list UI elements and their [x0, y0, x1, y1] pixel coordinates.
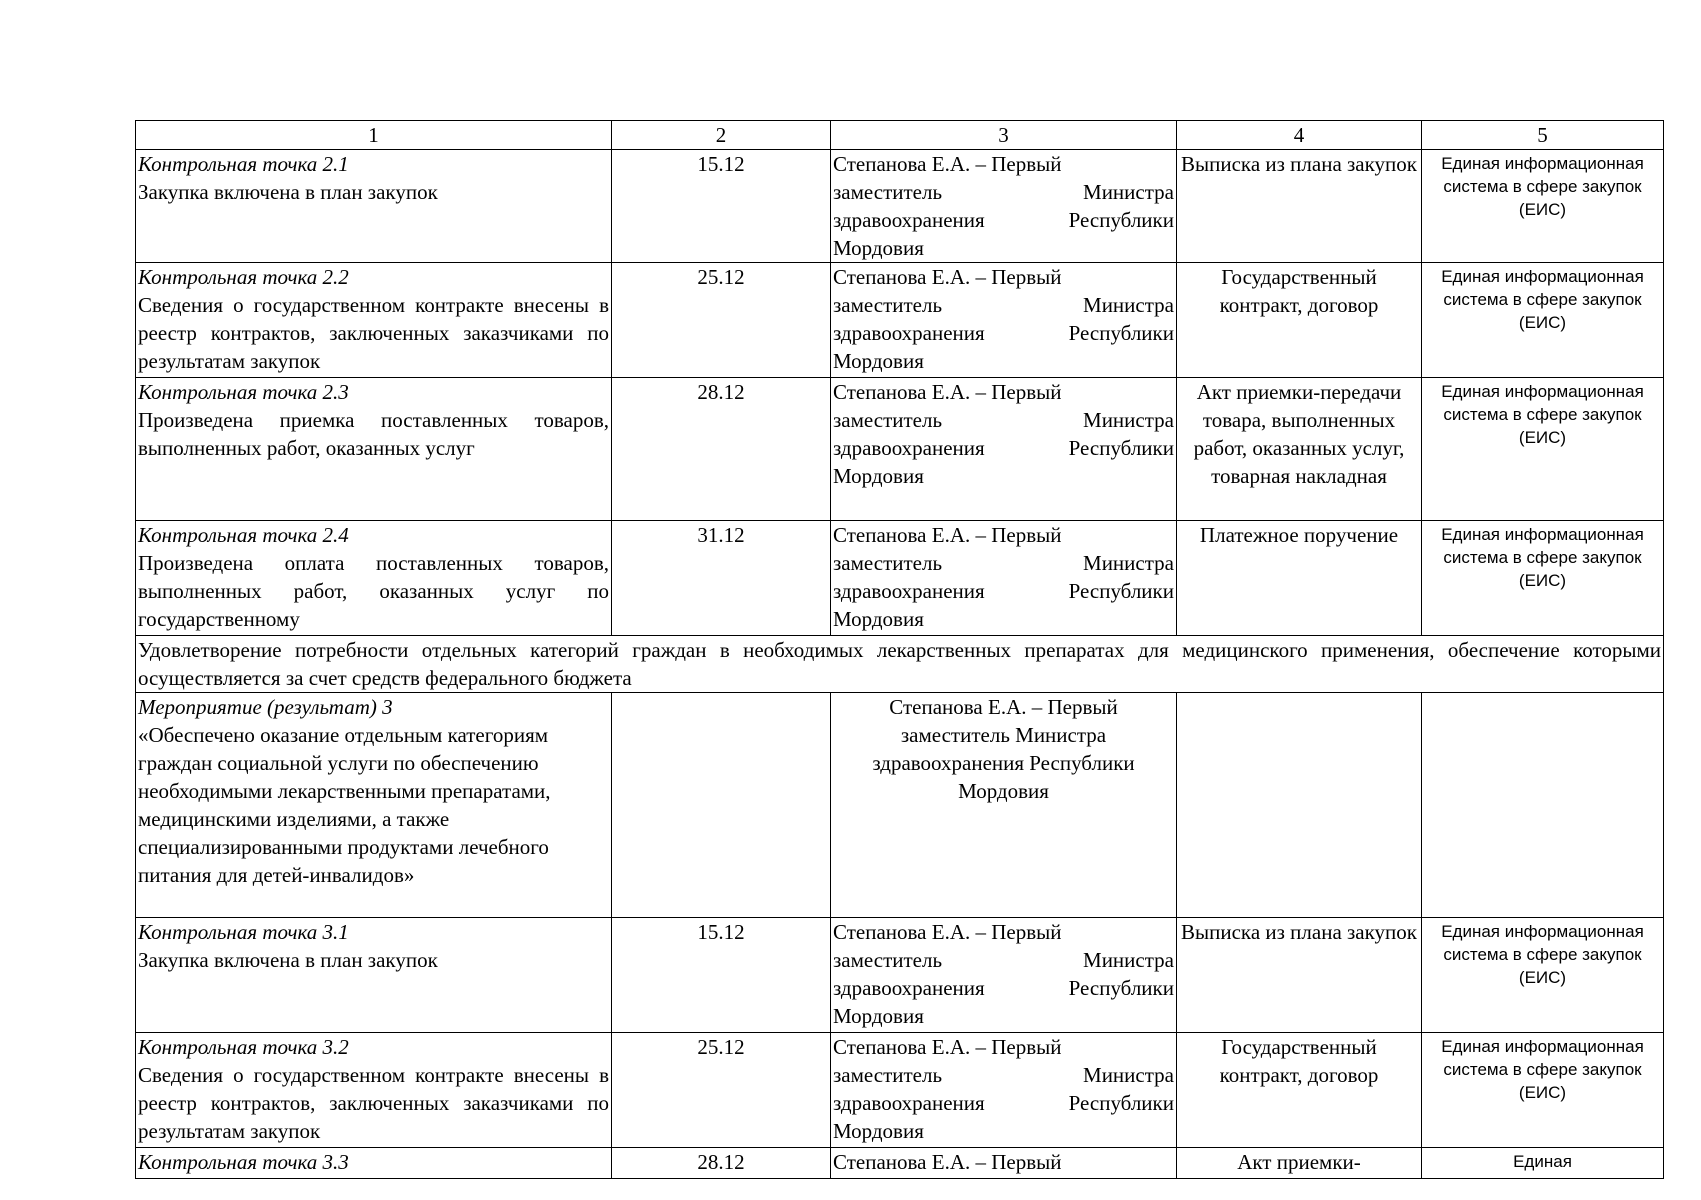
checkpoint-description: Закупка включена в план закупок	[138, 180, 438, 204]
responsible-cell	[831, 521, 1177, 636]
document-page	[135, 120, 1663, 1179]
responsible-position: заместитель Министра здравоохранения Республики Мордовия	[833, 551, 1174, 631]
table-row	[136, 150, 1664, 263]
plan-table	[135, 120, 1664, 1179]
date-cell: 15.12	[612, 918, 831, 1033]
responsible-cell	[831, 918, 1177, 1033]
header-cell-1: 1	[136, 121, 612, 150]
section-title: Удовлетворение потребности отдельных категорий граждан в необходимых лекарственных препаратах для медицинского применения, обеспечение которыми осуществляется за счет средств федерального бюджета	[136, 636, 1664, 693]
table-row	[136, 1148, 1664, 1179]
document-cell: Выписка из плана закупок	[1177, 918, 1422, 1033]
checkpoint-cell	[136, 150, 612, 263]
responsible-position: заместитель Министра здравоохранения Республики Мордовия	[833, 180, 1174, 260]
checkpoint-title: Контрольная точка 2.2	[138, 265, 349, 289]
system-cell: Единая информационная система в сфере закупок (ЕИС)	[1422, 521, 1664, 636]
checkpoint-description: Произведена приемка поставленных товаров, выполненных работ, оказанных услуг	[138, 408, 609, 460]
document-cell: Акт приемки-передачи товара, выполненных работ, оказанных услуг, товарная накладная	[1177, 378, 1422, 521]
system-cell: Единая	[1422, 1148, 1664, 1179]
responsible-position: заместитель Министра здравоохранения Республики Мордовия	[833, 293, 1174, 373]
responsible-position: заместитель Министра здравоохранения Республики Мордовия	[833, 1063, 1174, 1143]
section-row	[136, 636, 1664, 693]
checkpoint-cell	[136, 1148, 612, 1179]
header-cell-3: 3	[831, 121, 1177, 150]
table-row	[136, 378, 1664, 521]
date-cell	[612, 693, 831, 918]
checkpoint-title: Контрольная точка 3.3	[138, 1150, 349, 1174]
header-cell-4: 4	[1177, 121, 1422, 150]
table-row	[136, 521, 1664, 636]
responsible-cell	[831, 1033, 1177, 1148]
responsible-name: Степанова Е.А. – Первый	[833, 920, 1062, 944]
system-cell: Единая информационная система в сфере закупок (ЕИС)	[1422, 150, 1664, 263]
checkpoint-title: Контрольная точка 2.1	[138, 152, 349, 176]
system-cell: Единая информационная система в сфере закупок (ЕИС)	[1422, 1033, 1664, 1148]
header-cell-5: 5	[1422, 121, 1664, 150]
checkpoint-cell	[136, 378, 612, 521]
system-cell: Единая информационная система в сфере закупок (ЕИС)	[1422, 378, 1664, 521]
responsible-name: Степанова Е.А. – Первый	[833, 523, 1062, 547]
date-cell: 25.12	[612, 263, 831, 378]
checkpoint-title: Контрольная точка 2.4	[138, 523, 349, 547]
system-cell: Единая информационная система в сфере закупок (ЕИС)	[1422, 263, 1664, 378]
date-cell: 25.12	[612, 1033, 831, 1148]
checkpoint-cell	[136, 1033, 612, 1148]
responsible-name: Степанова Е.А. – Первый	[833, 380, 1062, 404]
document-cell: Платежное поручение	[1177, 521, 1422, 636]
checkpoint-cell	[136, 918, 612, 1033]
document-cell: Государственный контракт, договор	[1177, 263, 1422, 378]
measure-title: Мероприятие (результат) 3	[138, 695, 393, 719]
responsible-cell	[831, 1148, 1177, 1179]
date-cell: 31.12	[612, 521, 831, 636]
responsible-name: Степанова Е.А. – Первый	[833, 1150, 1062, 1174]
checkpoint-title: Контрольная точка 2.3	[138, 380, 349, 404]
table-row	[136, 918, 1664, 1033]
header-cell-2: 2	[612, 121, 831, 150]
checkpoint-title: Контрольная точка 3.1	[138, 920, 349, 944]
document-cell: Выписка из плана закупок	[1177, 150, 1422, 263]
header-row	[136, 121, 1664, 150]
checkpoint-description: Произведена оплата поставленных товаров, выполненных работ, оказанных услуг по государственному	[138, 551, 609, 631]
document-cell: Государственный контракт, договор	[1177, 1033, 1422, 1148]
responsible-name: Степанова Е.А. – Первый	[833, 152, 1062, 176]
date-cell: 28.12	[612, 1148, 831, 1179]
table-row	[136, 263, 1664, 378]
responsible-cell	[831, 263, 1177, 378]
responsible-position: заместитель Министра здравоохранения Республики Мордовия	[833, 408, 1174, 488]
date-cell: 15.12	[612, 150, 831, 263]
checkpoint-description: Сведения о государственном контракте внесены в реестр контрактов, заключенных заказчиками по результатам закупок	[138, 293, 609, 373]
responsible-name: Степанова Е.А. – Первый	[833, 1035, 1062, 1059]
responsible-cell: Степанова Е.А. – Первый заместитель Министра здравоохранения Республики Мордовия	[831, 693, 1177, 918]
date-cell: 28.12	[612, 378, 831, 521]
checkpoint-description: Закупка включена в план закупок	[138, 948, 438, 972]
responsible-position: заместитель Министра здравоохранения Республики Мордовия	[833, 948, 1174, 1028]
system-cell	[1422, 693, 1664, 918]
document-cell	[1177, 693, 1422, 918]
responsible-name: Степанова Е.А. – Первый	[833, 265, 1062, 289]
measure-row	[136, 693, 1664, 918]
checkpoint-cell	[136, 263, 612, 378]
document-cell: Акт приемки-	[1177, 1148, 1422, 1179]
responsible-cell	[831, 378, 1177, 521]
system-cell: Единая информационная система в сфере закупок (ЕИС)	[1422, 918, 1664, 1033]
checkpoint-cell	[136, 521, 612, 636]
measure-cell	[136, 693, 612, 918]
measure-description: «Обеспечено оказание отдельным категориям граждан социальной услуги по обеспечению необходимыми лекарственными препаратами, медицинскими изделиями, а также специализированными продуктами лечебного питания для детей-инвалидов»	[138, 723, 551, 887]
checkpoint-description: Сведения о государственном контракте внесены в реестр контрактов, заключенных заказчиками по результатам закупок	[138, 1063, 609, 1143]
responsible-cell	[831, 150, 1177, 263]
table-row	[136, 1033, 1664, 1148]
checkpoint-title: Контрольная точка 3.2	[138, 1035, 349, 1059]
